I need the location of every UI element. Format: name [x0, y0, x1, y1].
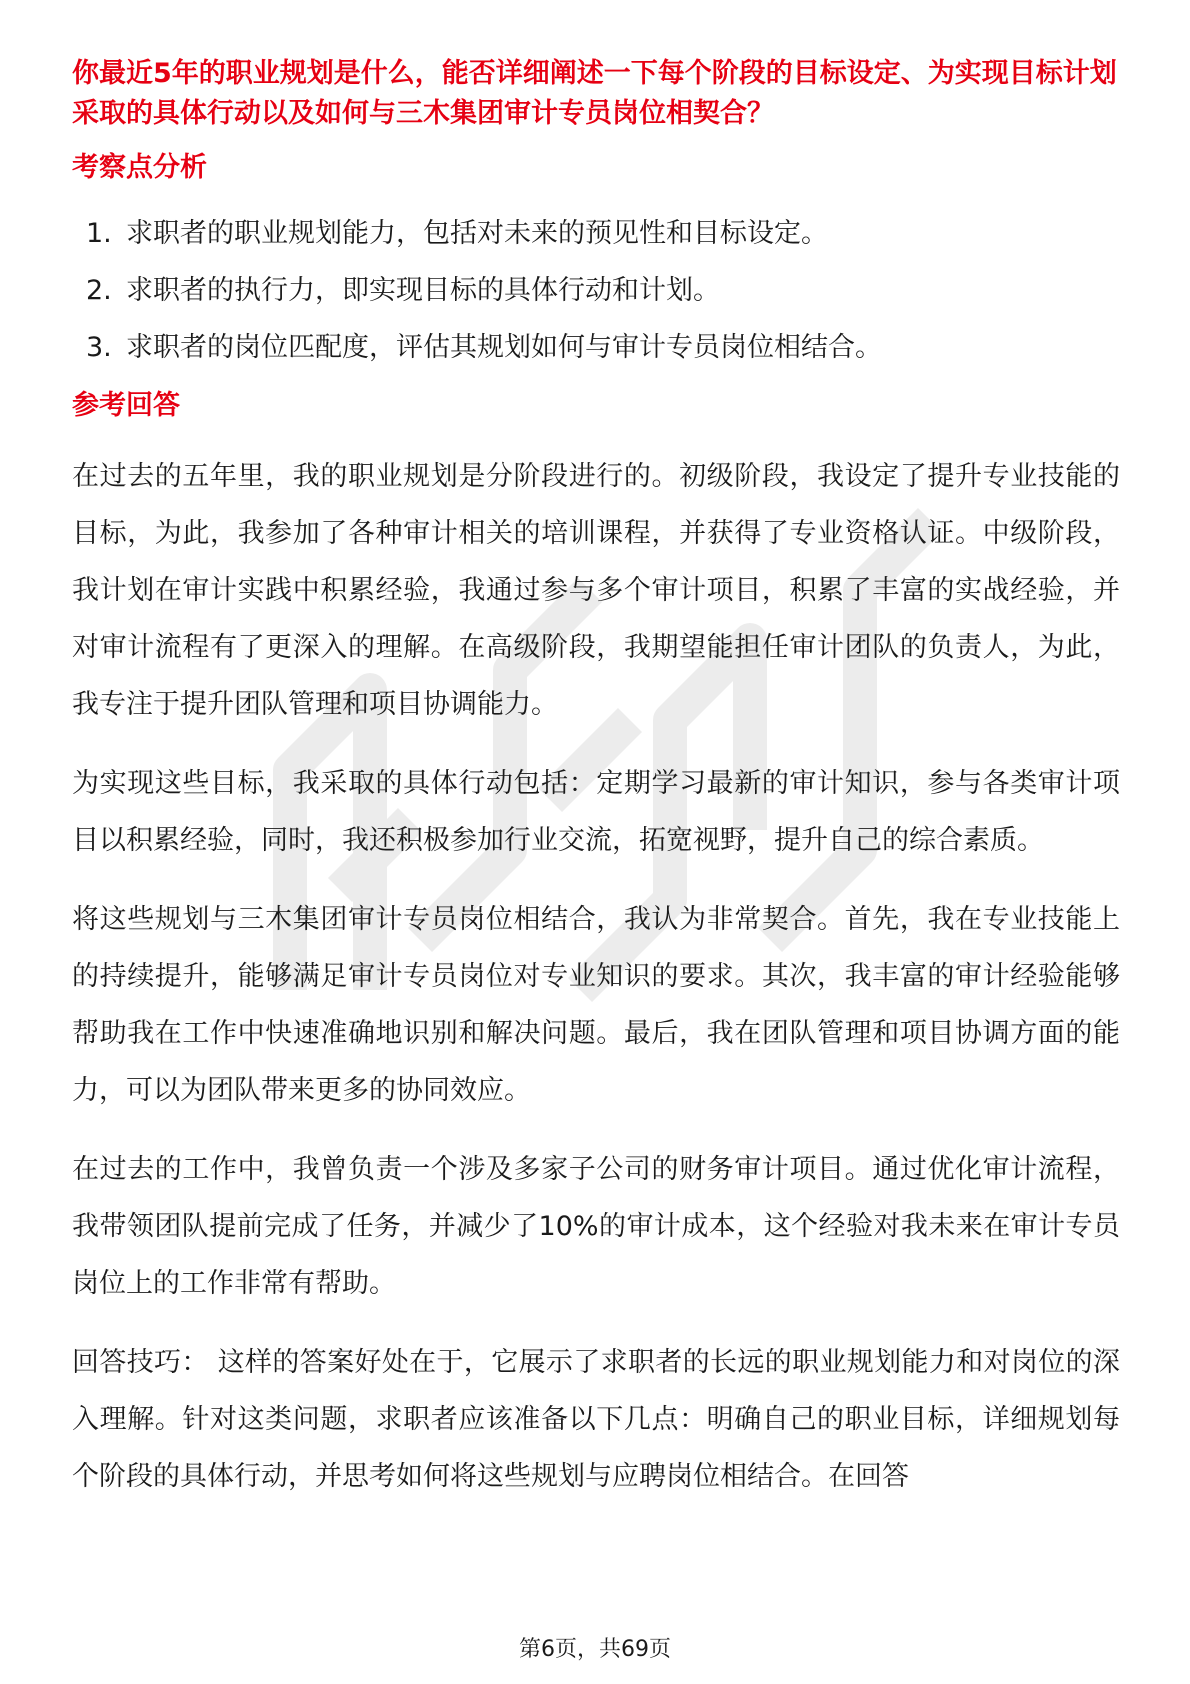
question-title: 你最近5年的职业规划是什么，能否详细阐述一下每个阶段的目标设定、为实现目标计划采取的具体行动以及如何与三木集团审计专员岗位相契合？	[72, 58, 1117, 129]
list-item	[72, 214, 1120, 254]
answer-paragraph: 在过去的五年里，我的职业规划是分阶段进行的。初级阶段，我设定了提升专业技能的目标，为此，我参加了各种审计相关的培训课程，并获得了专业资格认证。中级阶段，我计划在审计实践中积累经验，我通过参与多个审计项目，积累了丰富的实战经验，并对审计流程有了更深入的理解。在高级阶段，我期望能担任审计团队的负责人，为此，我专注于提升团队管理和项目协调能力。	[72, 461, 1120, 720]
answer-paragraph: 将这些规划与三木集团审计专员岗位相结合，我认为非常契合。首先，我在专业技能上的持续提升，能够满足审计专员岗位对专业知识的要求。其次，我丰富的审计经验能够帮助我在工作中快速准确地识别和解决问题。最后，我在团队管理和项目协调方面的能力，可以为团队带来更多的协同效应。	[72, 904, 1120, 1106]
answer-heading: 参考回答	[72, 390, 180, 421]
answer-paragraph: 在过去的工作中，我曾负责一个涉及多家子公司的财务审计项目。通过优化审计流程，我带领团队提前完成了任务，并减少了10%的审计成本，这个经验对我未来在审计专员岗位上的工作非常有帮助。	[72, 1154, 1120, 1299]
list-item-number: 1.	[86, 218, 112, 249]
answer-tips-paragraph: 回答技巧： 这样的答案好处在于，它展示了求职者的长远的职业规划能力和对岗位的深入理解。针对这类问题，求职者应该准备以下几点：明确自己的职业目标，详细规划每个阶段的具体行动，并思考如何将这些规划与应聘岗位相结合。在回答	[72, 1347, 1120, 1492]
page-number: 第6页，共69页	[519, 1637, 671, 1662]
list-item	[72, 271, 1120, 311]
analysis-heading: 考察点分析	[72, 152, 207, 183]
analysis-points-list	[72, 214, 1120, 368]
list-item-text: 求职者的岗位匹配度，评估其规划如何与审计专员岗位相结合。	[126, 332, 882, 363]
list-item-number: 2.	[86, 275, 112, 306]
list-item-number: 3.	[86, 332, 112, 363]
answer-paragraph: 为实现这些目标，我采取的具体行动包括：定期学习最新的审计知识，参与各类审计项目以积累经验，同时，我还积极参加行业交流，拓宽视野，提升自己的综合素质。	[72, 768, 1120, 856]
document-content	[72, 54, 1120, 1505]
list-item-text: 求职者的执行力，即实现目标的具体行动和计划。	[126, 275, 720, 306]
list-item-text: 求职者的职业规划能力，包括对未来的预见性和目标设定。	[126, 218, 828, 249]
list-item	[72, 328, 1120, 368]
